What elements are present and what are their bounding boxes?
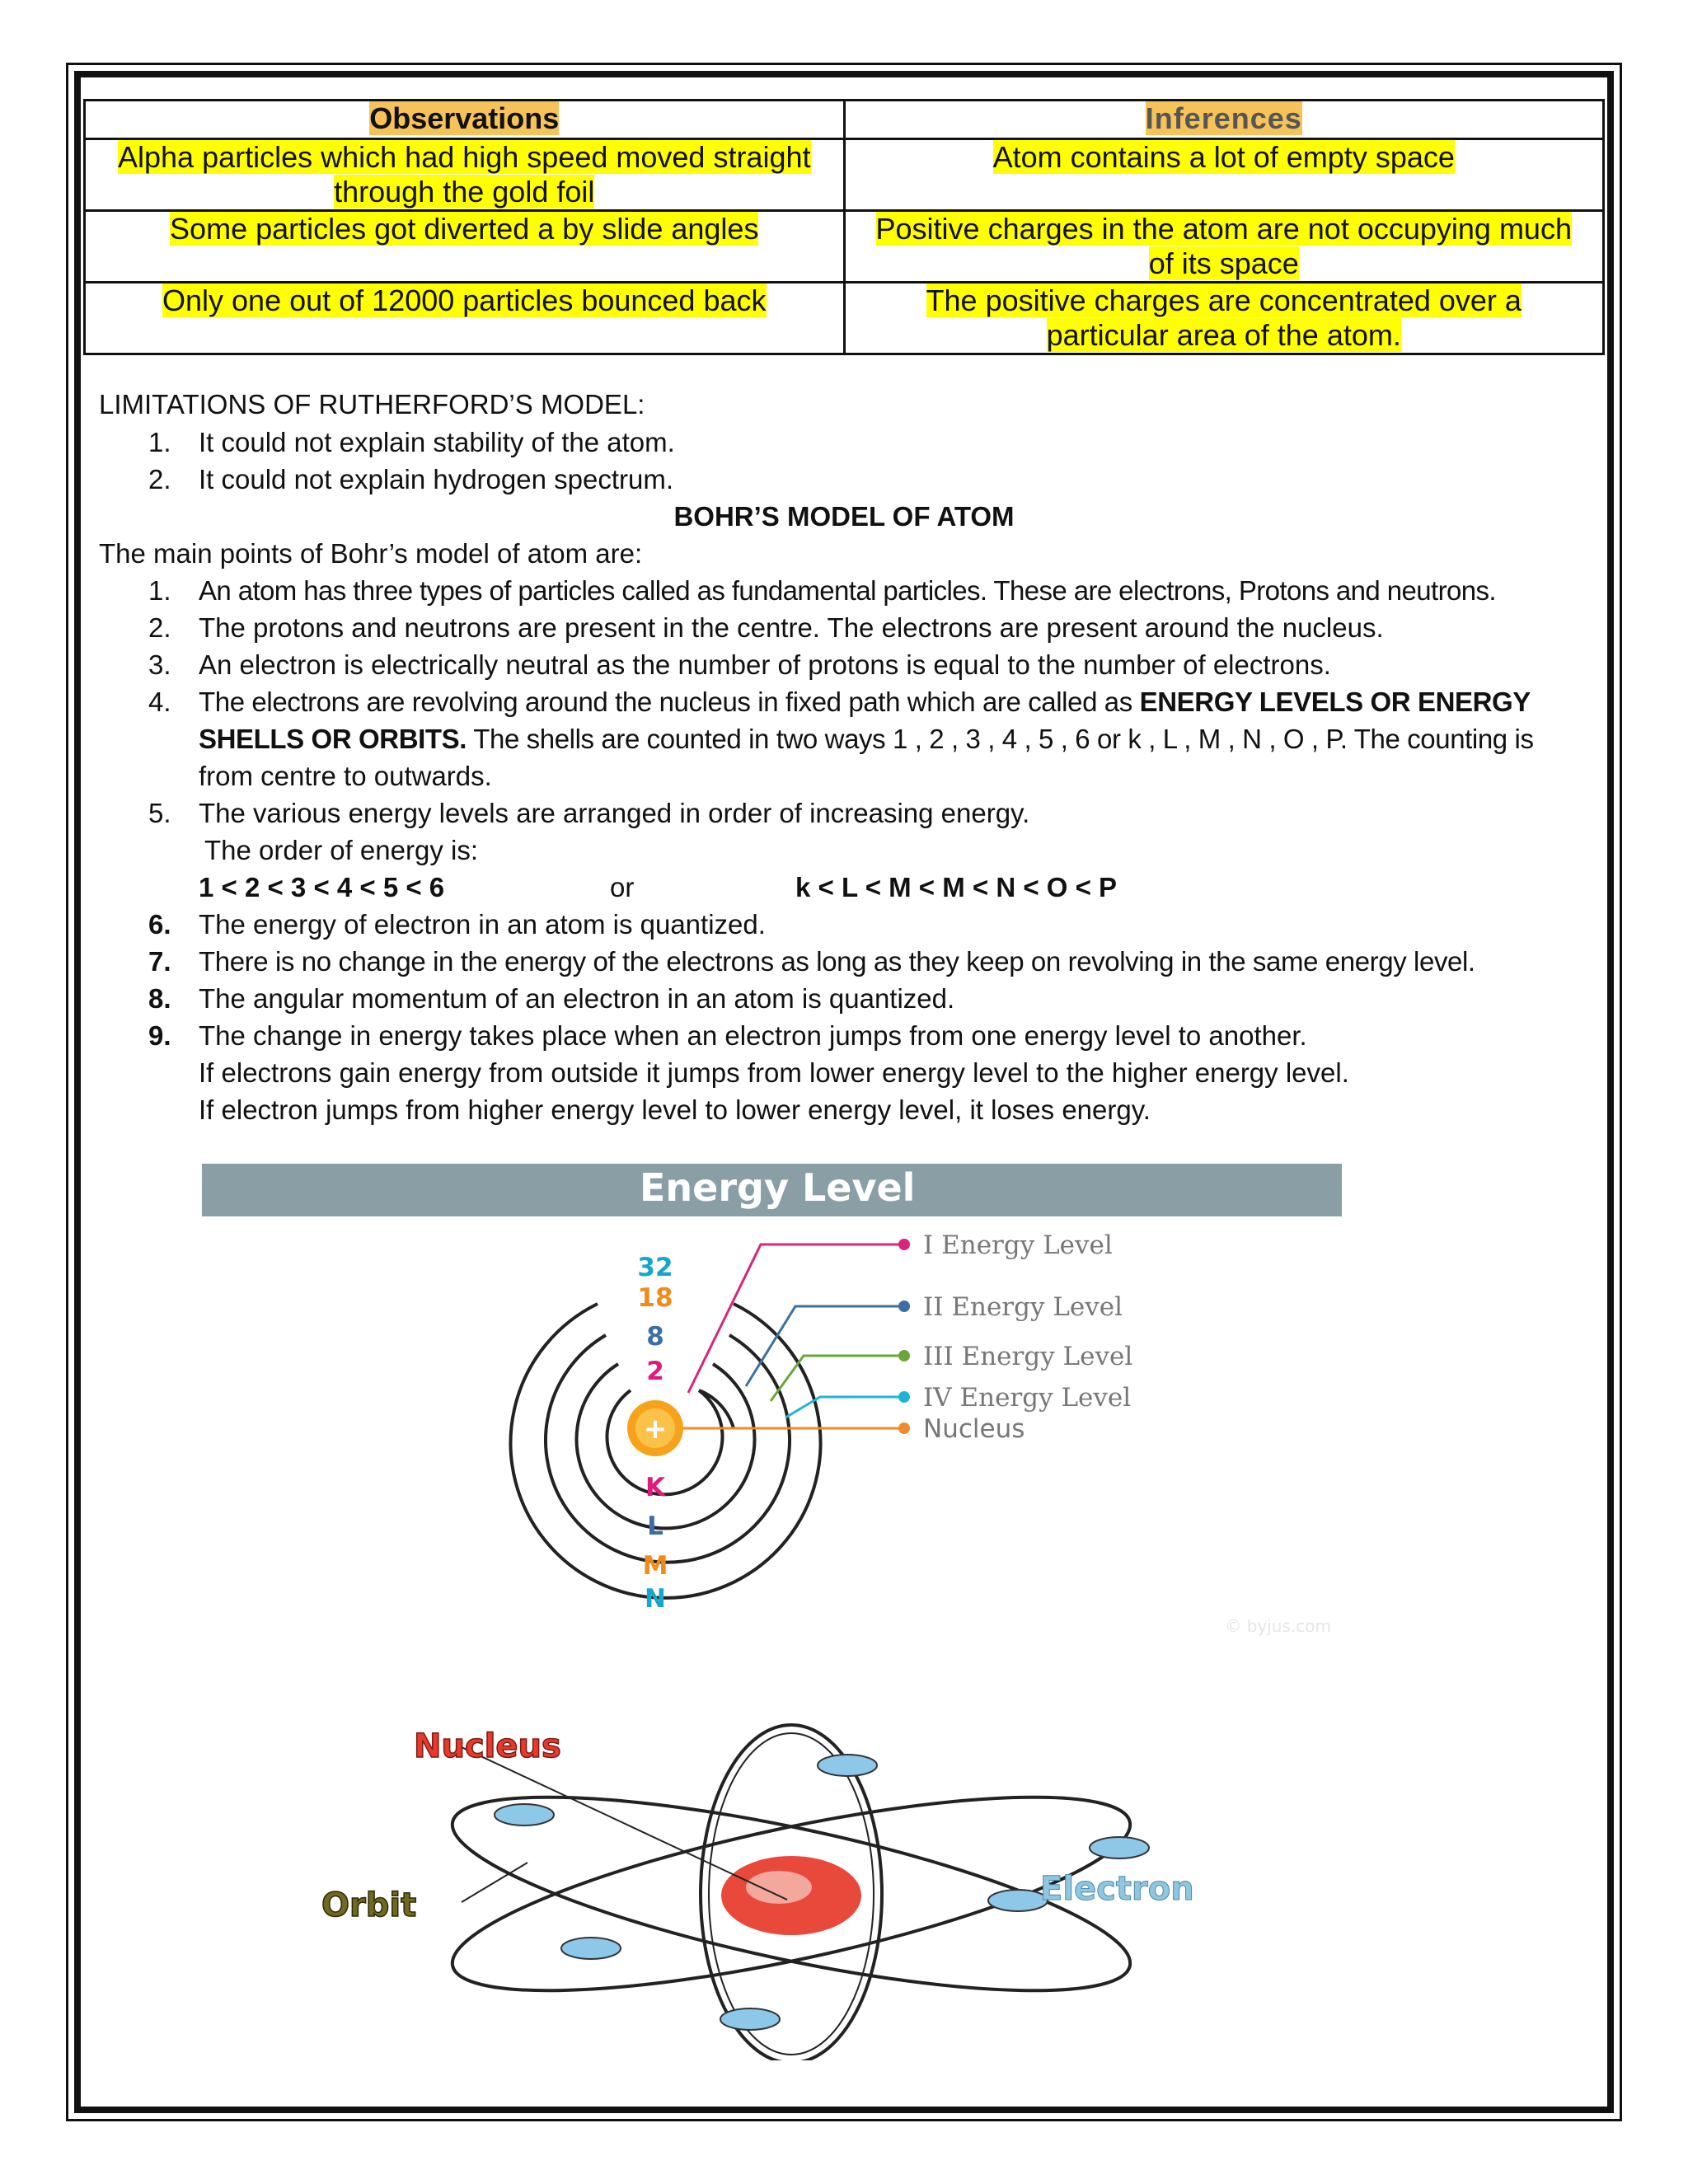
watermark: © byjus.com [1225, 1616, 1331, 1636]
table-header-inferences: Inferences [844, 101, 1604, 139]
bohr-intro: The main points of Bohr’s model of atom are: [99, 538, 643, 569]
legend-label: IV Energy Level [923, 1383, 1132, 1413]
limitation-item: It could not explain stability of the atom. [199, 427, 675, 457]
legend-label: III Energy Level [923, 1342, 1133, 1371]
orbit-label: Orbit [321, 1886, 417, 1924]
shell-label: L [647, 1511, 663, 1541]
figure-title: Energy Level [640, 1165, 916, 1210]
table-cell-inference: Positive charges in the atom are not occupying much of its space [844, 211, 1604, 283]
point-text: If electron jumps from higher energy level to lower energy level, it loses energy. [199, 1094, 1151, 1125]
point-text: If electrons gain energy from outside it jumps from lower energy level to the higher energy level. [199, 1057, 1349, 1088]
observations-table [83, 99, 1605, 355]
point-number: 9. [148, 1020, 171, 1051]
point-text: The protons and neutrons are present in the centre. The electrons are present around the nucleus. [199, 612, 1384, 643]
point-number: 3. [148, 649, 171, 680]
point-text: The energy of electron in an atom is quantized. [199, 909, 766, 940]
point-text: The change in energy takes place when an electron jumps from one energy level to another. [199, 1020, 1307, 1051]
table-cell-observation: Alpha particles which had high speed moved straight through the gold foil [85, 139, 845, 211]
nucleus-label: Nucleus [414, 1727, 561, 1765]
shell-label: K [645, 1473, 666, 1502]
energy-level-diagram [202, 1162, 1356, 1657]
legend-label: Nucleus [923, 1414, 1025, 1444]
limitation-number: 1. [148, 427, 171, 457]
atom-model-diagram [313, 1714, 1335, 2060]
electron-icon [561, 1938, 621, 1959]
energy-order-numeric: 1 < 2 < 3 < 4 < 5 < 6 [199, 872, 445, 902]
point-text: There is no change in the energy of the electrons as long as they keep on revolving in the same energy level. [199, 946, 1475, 977]
table-cell-observation: Only one out of 12000 particles bounced back [85, 283, 845, 354]
electron-icon [1090, 1837, 1149, 1858]
capacity-label: 18 [637, 1283, 673, 1313]
table-cell-inference: The positive charges are concentrated over a particular area of the atom. [844, 283, 1604, 354]
table-row [85, 139, 1604, 211]
table-header-row [85, 101, 1604, 139]
table-row [85, 211, 1604, 283]
legend-dot [898, 1239, 910, 1250]
orbit-pointer [462, 1863, 528, 1902]
limitations-heading: LIMITATIONS OF RUTHERFORD’S MODEL: [99, 389, 645, 419]
electron-icon [818, 1755, 877, 1776]
legend-dot [898, 1391, 910, 1403]
point-number: 7. [148, 946, 171, 977]
legend-dot [898, 1350, 910, 1361]
point-text: SHELLS OR ORBITS. The shells are counted in two ways 1 , 2 , 3 , 4 , 5 , 6 or k , L , M , N , O , P. The counting is [199, 724, 1534, 754]
legend-label: II Energy Level [923, 1292, 1123, 1322]
shell-label: N [645, 1584, 666, 1614]
point-text: from centre to outwards. [199, 761, 492, 791]
table-cell-inference: Atom contains a lot of empty space [844, 139, 1604, 211]
point-number: 2. [148, 612, 171, 643]
point-text: The angular momentum of an electron in an atom is quantized. [199, 983, 955, 1014]
electron-icon [988, 1890, 1048, 1911]
point-number: 8. [148, 983, 171, 1014]
electron-icon [720, 2008, 780, 2030]
table-row [85, 283, 1604, 354]
point-number: 4. [148, 687, 171, 717]
energy-order-letters: k < L < M < M < N < O < P [795, 872, 1118, 902]
legend-label: I Energy Level [923, 1230, 1113, 1260]
point-number: 5. [148, 798, 171, 828]
legend-dot [898, 1422, 910, 1434]
capacity-label: 2 [646, 1357, 664, 1386]
capacity-label: 8 [646, 1322, 664, 1352]
point-text: An atom has three types of particles called as fundamental particles. These are electrons, Protons and neutrons. [199, 575, 1496, 606]
point-text: The various energy levels are arranged in order of increasing energy. [199, 798, 1030, 828]
point-number: 6. [148, 909, 171, 940]
energy-order-or: or [610, 872, 635, 902]
limitation-item: It could not explain hydrogen spectrum. [199, 464, 674, 494]
electron-label: Electron [1040, 1870, 1194, 1908]
electron-icon [495, 1804, 554, 1825]
shell-label: M [642, 1551, 668, 1581]
table-cell-observation: Some particles got diverted a by slide angles [85, 211, 845, 283]
legend-dot [898, 1301, 910, 1312]
point-number: 1. [148, 575, 171, 606]
point-text: The electrons are revolving around the nucleus in fixed path which are called as ENERGY LEVELS OR ENERGY [199, 687, 1531, 717]
bohr-section-title: BOHR’S MODEL OF ATOM [673, 501, 1015, 532]
table-header-observations: Observations [85, 101, 845, 139]
point-text: An electron is electrically neutral as the number of protons is equal to the number of electrons. [199, 649, 1331, 680]
energy-order-label: The order of energy is: [204, 835, 478, 865]
capacity-label: 32 [637, 1253, 673, 1282]
nucleus-symbol: + [643, 1413, 668, 1446]
limitation-number: 2. [148, 464, 171, 494]
